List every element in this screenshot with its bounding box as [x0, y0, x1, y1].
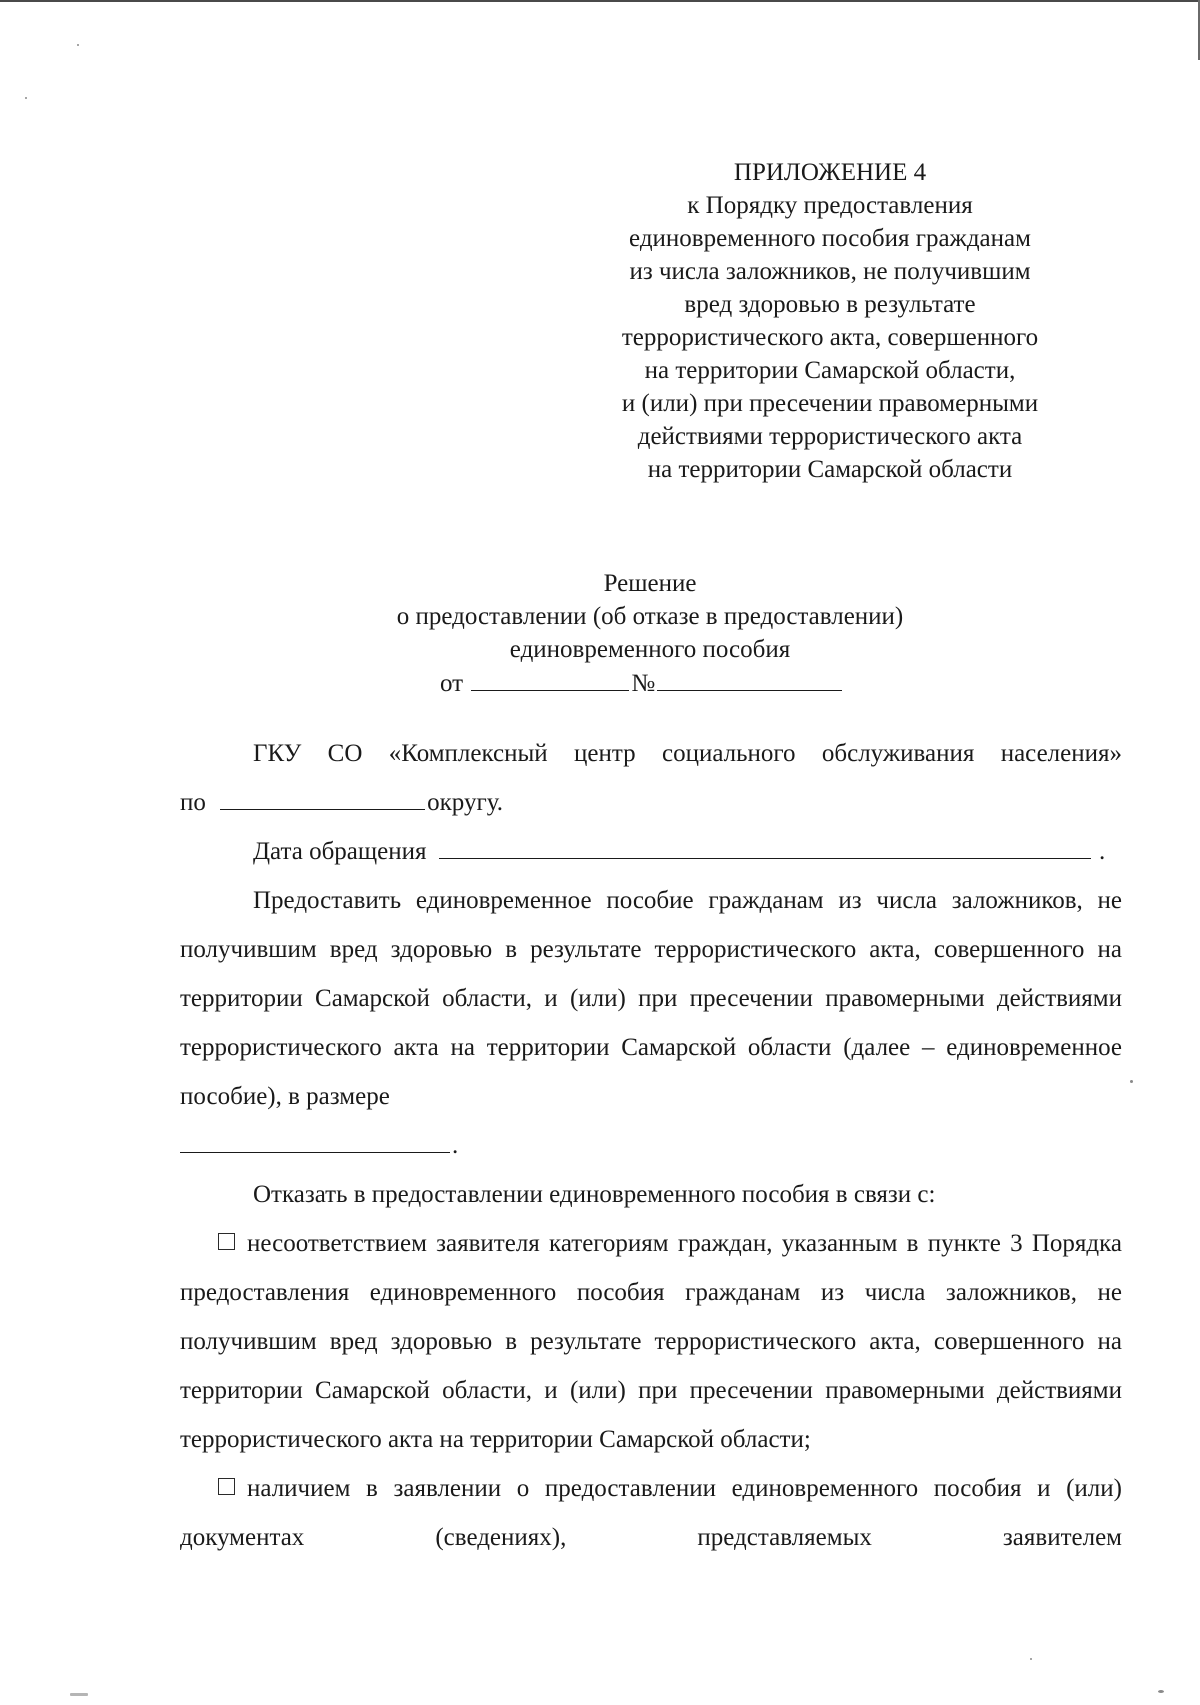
- district-suffix: округу.: [427, 789, 503, 816]
- appendix-line: из числа заложников, не получившим: [629, 258, 1031, 285]
- from-label: от: [440, 670, 464, 697]
- decision-title-block: [300, 567, 1000, 666]
- date-of-application-field[interactable]: [439, 836, 1091, 859]
- reason-1-checkbox[interactable]: [218, 1233, 235, 1250]
- decision-title: Решение: [603, 570, 697, 597]
- grant-text: Предоставить единовременное пособие гражданам из числа заложников, не получившим вред здоровью в результате террористического акта, совершенного на территории Самарской области, и (или) при пресечении правомерными действиями террористического акта на территории Самарской области (далее – единовременное пособие), в размере: [180, 887, 1122, 1110]
- decision-date-field[interactable]: [471, 668, 629, 691]
- document-body: [180, 729, 1122, 1562]
- appendix-line: единовременного пособия гражданам: [629, 225, 1031, 252]
- refusal-reason-1: [180, 1219, 1122, 1464]
- decision-subtitle: о предоставлении (об отказе в предоставлении): [396, 603, 904, 630]
- appendix-line: вред здоровью в результате: [684, 291, 976, 318]
- appendix-line: террористического акта, совершенного: [621, 324, 1039, 351]
- refuse-intro: Отказать в предоставлении единовременного пособия в связи с:: [253, 1181, 936, 1208]
- grant-amount-field[interactable]: [180, 1130, 450, 1153]
- scan-speck: [1158, 1690, 1164, 1693]
- grant-amount-end: .: [452, 1132, 459, 1159]
- decision-date-number-line: [440, 667, 844, 700]
- reason-2-text: наличием в заявлении о предоставлении единовременного пособия и (или) документах (сведениях), представляемых заявителем: [180, 1475, 1122, 1551]
- reason-2-checkbox[interactable]: [218, 1478, 235, 1495]
- appendix-title: ПРИЛОЖЕНИЕ 4: [733, 159, 927, 186]
- scan-speck: [70, 1693, 88, 1696]
- date-of-application-end: .: [1099, 838, 1106, 865]
- org-line: ГКУ СО «Комплексный центр социального обслуживания населения»: [253, 740, 1122, 767]
- appendix-header: [600, 156, 1060, 486]
- date-of-application-label: Дата обращения: [253, 838, 427, 865]
- reason-1-text: несоответствием заявителя категориям граждан, указанным в пункте 3 Порядка предоставления единовременного пособия гражданам из числа заложников, не получившим вред здоровью в результате террористического акта, совершенного на территории Самарской области, и (или) при пресечении правомерными действиями террористического акта на территории Самарской области;: [180, 1230, 1122, 1453]
- scan-speck: [1130, 1080, 1133, 1083]
- decision-number-field[interactable]: [657, 668, 842, 691]
- district-prefix: по: [180, 789, 206, 816]
- appendix-line: действиями террористического акта: [637, 423, 1023, 450]
- grant-amount-line: [180, 1121, 1122, 1170]
- appendix-line: на территории Самарской области: [647, 456, 1013, 483]
- appendix-line: и (или) при пресечении правомерными: [621, 390, 1039, 417]
- grant-paragraph: [180, 876, 1122, 1121]
- refusal-reason-2: [180, 1464, 1122, 1562]
- district-field[interactable]: [220, 787, 425, 810]
- scan-speck: [1030, 1658, 1032, 1660]
- appendix-line: на территории Самарской области,: [644, 357, 1016, 384]
- date-of-application-line: [180, 827, 1122, 876]
- scan-speck: [25, 97, 27, 99]
- scan-speck: [77, 44, 79, 46]
- decision-subtitle: единовременного пособия: [509, 636, 791, 663]
- district-line: [180, 778, 1122, 827]
- appendix-line: к Порядку предоставления: [687, 192, 973, 219]
- page-top-edge: [0, 0, 1200, 10]
- number-label: №: [631, 670, 656, 697]
